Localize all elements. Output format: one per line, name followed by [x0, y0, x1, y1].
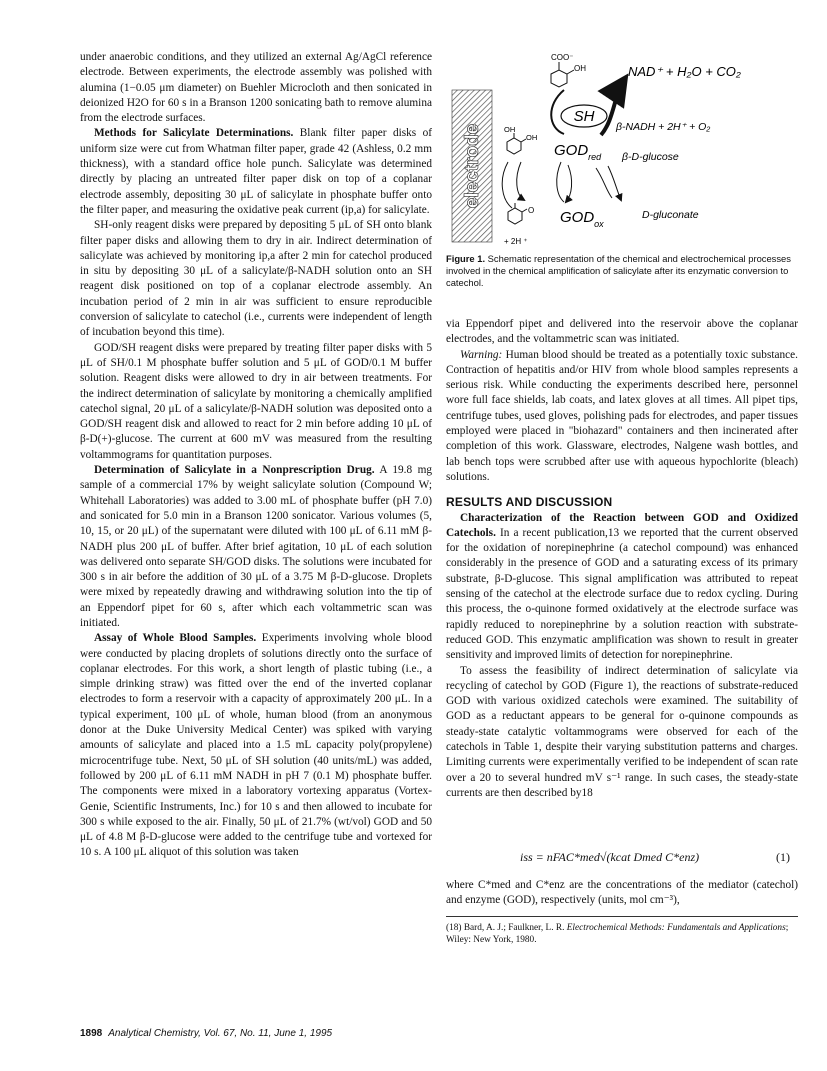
cycle-arrow-right-outer	[596, 168, 612, 198]
o-label: O	[528, 206, 535, 215]
equation-number: (1)	[776, 850, 790, 864]
paragraph-assess: To assess the feasibility of indirect determination of salicylate via recycling of catechol by GOD (Figure 1), the reactions of substrate-reduced GOD with various oxidized catechols were examined. The suitability of GOD as a reductant appears to be general for o-quinone compounds as steady-state catalytic voltammograms were observed for each of the catechols in Table 1, despite their varying substitution patterns and charges. Limiting currents were experimentally verified to be independent of scan rate over a 20 to several hundred mV s⁻¹ range. In such cases, the steady-state currents are then described by18	[446, 664, 798, 799]
paragraph-methods-body: Blank filter paper disks of uniform size were cut from Whatman filter paper, grade 42 (Ashless, 0.2 mm thickness), with a standard office hole punch. Salicylate was determined directly by placing an untreated filter paper disk on top of a coplanar electrode assembly, depositing 30 μL of salicylate in phosphate buffer onto the filter paper, and measuring the oxidative peak current (ip,a) for salicylate.	[80, 127, 432, 216]
oh-top-label: OH	[574, 64, 586, 73]
cycle-arrow-mid-left	[557, 162, 564, 202]
paragraph-anaerobic: under anaerobic conditions, and they utilized an external Ag/AgCl reference electrode. Between experiments, the electrode assembly was polished with alumina (1−0.05 μm diameter) on Buehler Microcloth and then sonicated in deionized H2O for 60 s in a Branson 1200 sonicating bath to remove alumina from the electrode surfaces.	[80, 51, 432, 125]
heading-methods: Methods for Salicylate Determinations.	[94, 127, 294, 140]
paragraph-assay-body: Experiments involving whole blood were conducted by placing droplets of solutions directly onto the surface of coplanar electrodes. For this work, a short length of plastic tubing (i.e., a simple drinking straw) was fitted over the end of the inverted coplanar electrodes to form a reservoir with a capacity of approximately 200 μL. In a typical experiment, 100 μL of whole, human blood (from an anonymous donor at the Duke University Medical Center) was spiked with varying amounts of salicylate and placed into a 1.5 mL capacity poly(propylene) microcentrifuge tube. Next, 50 μL of SH solution (40 units/mL) was added, followed by 200 μL of 6.11 mM NADH in pH 7 (0.1 M) phosphate buffer. The components were mixed in a laboratory vortexing apparatus (Vortex-Genie, Scientific Instruments, Inc.) for 10 s and then allowed to incubate for 300 s while exposed to the air. Finally, 50 μL of 21.7% (wt/vol) GOD and 50 μL of 4.8 M β-D-glucose were added to the centrifuge tube and vortexed for 10 s. A 100 μL aliquot of this solution was taken	[80, 632, 432, 859]
salicylate-structure	[551, 62, 574, 87]
footnote-title: Electrochemical Methods: Fundamentals and Applications	[566, 923, 786, 933]
oh-left2-label: OH	[526, 133, 538, 142]
electrode-label: electrode	[462, 123, 483, 209]
paragraph-determination	[80, 463, 432, 631]
cycle-arrow-left-inner	[517, 162, 524, 200]
figure-1-svg	[446, 50, 798, 245]
equation-1	[446, 846, 798, 872]
heading-assay: Assay of Whole Blood Samples.	[94, 632, 257, 645]
left-column	[80, 50, 432, 861]
catechol-structure	[507, 133, 526, 154]
page-number: 1898	[80, 1028, 103, 1039]
heading-characterization: Characterization of the Reaction between GOD and Oxidized Catechols.	[446, 511, 798, 539]
oh-left1-label: OH	[504, 125, 516, 134]
journal-citation: Analytical Chemistry, Vol. 67, No. 11, June 1, 1995	[108, 1028, 333, 1039]
equation-body: iss = nFAC*med√(kcat Dmed C*enz)	[520, 850, 700, 864]
nad-products-label: NAD⁺ + H₂O + CO₂	[628, 64, 741, 79]
page-footer	[80, 1028, 332, 1039]
protons-label: + 2H ⁺	[504, 237, 528, 245]
paragraph-assay	[80, 631, 432, 860]
paragraph-methods	[80, 126, 432, 218]
god-ox-label: $GOD_{ox}$	[560, 209, 604, 229]
paragraph-characterization-body: In a recent publication,13 we reported that the current observed for the oxidation of norepinephrine (a catechol compound) was enhanced considerably in the presence of GOD and a saturating excess of its primary substrate, β-D-glucose. This signal amplification was attributed to repeat sensing of the catechol at the electrode surface due to redox cycling. During this process, the o-quinone formed oxidatively at the electrode surface was rapidly reduced to norepinephrine by a solution reaction with substrate-reduced GOD. This enzymatic amplification was shown to result in greater sensitivity and improved limits of detection for norepinephrine.	[446, 526, 798, 662]
nadh-reactants-label: β-NADH + 2H⁺ + O₂	[616, 121, 711, 133]
warning-label: Warning:	[460, 348, 503, 361]
paragraph-after-equation: where C*med and C*enz are the concentrations of the mediator (catechol) and enzyme (GOD), respectively (units, mol cm⁻³),	[446, 879, 798, 907]
paragraph-sh-disks: SH-only reagent disks were prepared by depositing 5 μL of SH onto blank filter paper disks and allowing them to dry in air. Indirect determination of salicylate was achieved by monitoring ip,a after 2 min for catechol produced in situ by depositing 30 μL of a salicylate/β-NADH solution onto an SH reagent disk positioned on top of a coplanar electrode assembly. An incubation period of 2 min in air was sufficient to ensure reproducible conversion of salicylate to catechol (i.e., currents were independent of length of incubation beyond this time).	[80, 219, 432, 339]
quinone-structure	[508, 203, 527, 224]
footnote-tail: ; Wiley: New York, 1980.	[446, 923, 789, 945]
cycle-arrow-left-outer	[502, 162, 512, 208]
glucose-label: β-D-glucose	[622, 151, 679, 163]
paragraph-warning-body: Human blood should be treated as a potentially toxic substance. Contraction of hepatitis and/or HIV from whole blood samples represents a serious risk. While conducting the experiments described here, personnel wore full face shields, lab coats, and latex gloves at all times. All pipet tips, centrifuge tubes, used gloves, polishing pads for electrodes, and paper tissues employed were placed in "biohazard" containers and then incinerated after completion of this work. Glassware, electrodes, Nalgene wash bottles, and lab bench tops were scrubbed after use with aqueous hypochlorite (bleach) solutions.	[446, 348, 798, 483]
figure-1-scheme	[446, 50, 798, 245]
section-heading-results: RESULTS AND DISCUSSION	[446, 495, 613, 510]
footnote-divider	[446, 916, 798, 917]
coo-label: COO⁻	[551, 53, 574, 62]
figure-1-caption	[446, 253, 798, 290]
paragraph-determination-body: A 19.8 mg sample of a commercial 17% by weight salicylate solution (Compound W; Whitehall Laboratories) was added to 3.00 mL of phosphate buffer (pH 7.0) and sonicated for 5.0 min in a Branson 1200 sonicator. Various volumes (5, 10, 15, or 20 μL) of the supernatant were diluted with 100 μL of 6.11 mM β-NADH plus 200 μL of buffer. After brief agitation, 10 μL of each solution was delivered onto separate SH/GOD disks. The solutions were incubated for 300 s in air before the addition of 30 μL of a 3.75 M β-D-glucose. Droplets were mixed by repeatedly drawing and withdrawing solution into the tip of an Eppendorf pipet for 60 s, after which each voltammetric scan was initiated.	[80, 464, 433, 629]
gluconate-label: D-gluconate	[642, 209, 699, 221]
footnote-ref: (18) Bard, A. J.; Faulkner, L. R.	[446, 923, 567, 933]
paragraph-eppendorf: via Eppendorf pipet and delivered into the reservoir above the coplanar electrodes, and the voltammetric scan was initiated.	[446, 318, 798, 346]
paragraph-godsh-disks: GOD/SH reagent disks were prepared by treating filter paper disks with 5 μL of SH/0.1 M phosphate buffer solution and 5 μL of GOD/0.1 M buffer solution. Reagent disks were allowed to dry in air between treatments. For the indirect determination of salicylate by monitoring a chemically amplified catechol signal, 20 μL of a salicylate/β-NADH solution was deposited onto a GOD/SH reagent disk and allowed to react for 2 min before adding 10 μL of β-D(+)-glucose. The current at 600 mV was measured from the resulting voltammograms for quantitation purposes.	[80, 341, 432, 461]
heading-determination: Determination of Salicylate in a Nonprescription Drug.	[94, 464, 375, 477]
cycle-arrow-mid-right	[566, 165, 572, 202]
paragraph-warning	[446, 348, 798, 486]
paragraph-characterization	[446, 511, 798, 664]
footnote-18	[446, 922, 798, 946]
sh-label: SH	[573, 108, 595, 125]
right-column	[446, 317, 798, 801]
god-red-label: $GOD_{red}$	[554, 142, 602, 162]
caption-label: Figure 1.	[446, 253, 486, 264]
caption-text: Schematic representation of the chemical and electrochemical processes involved in the chemical amplification of salicylate after its enzymatic conversion to catechol.	[446, 253, 791, 289]
